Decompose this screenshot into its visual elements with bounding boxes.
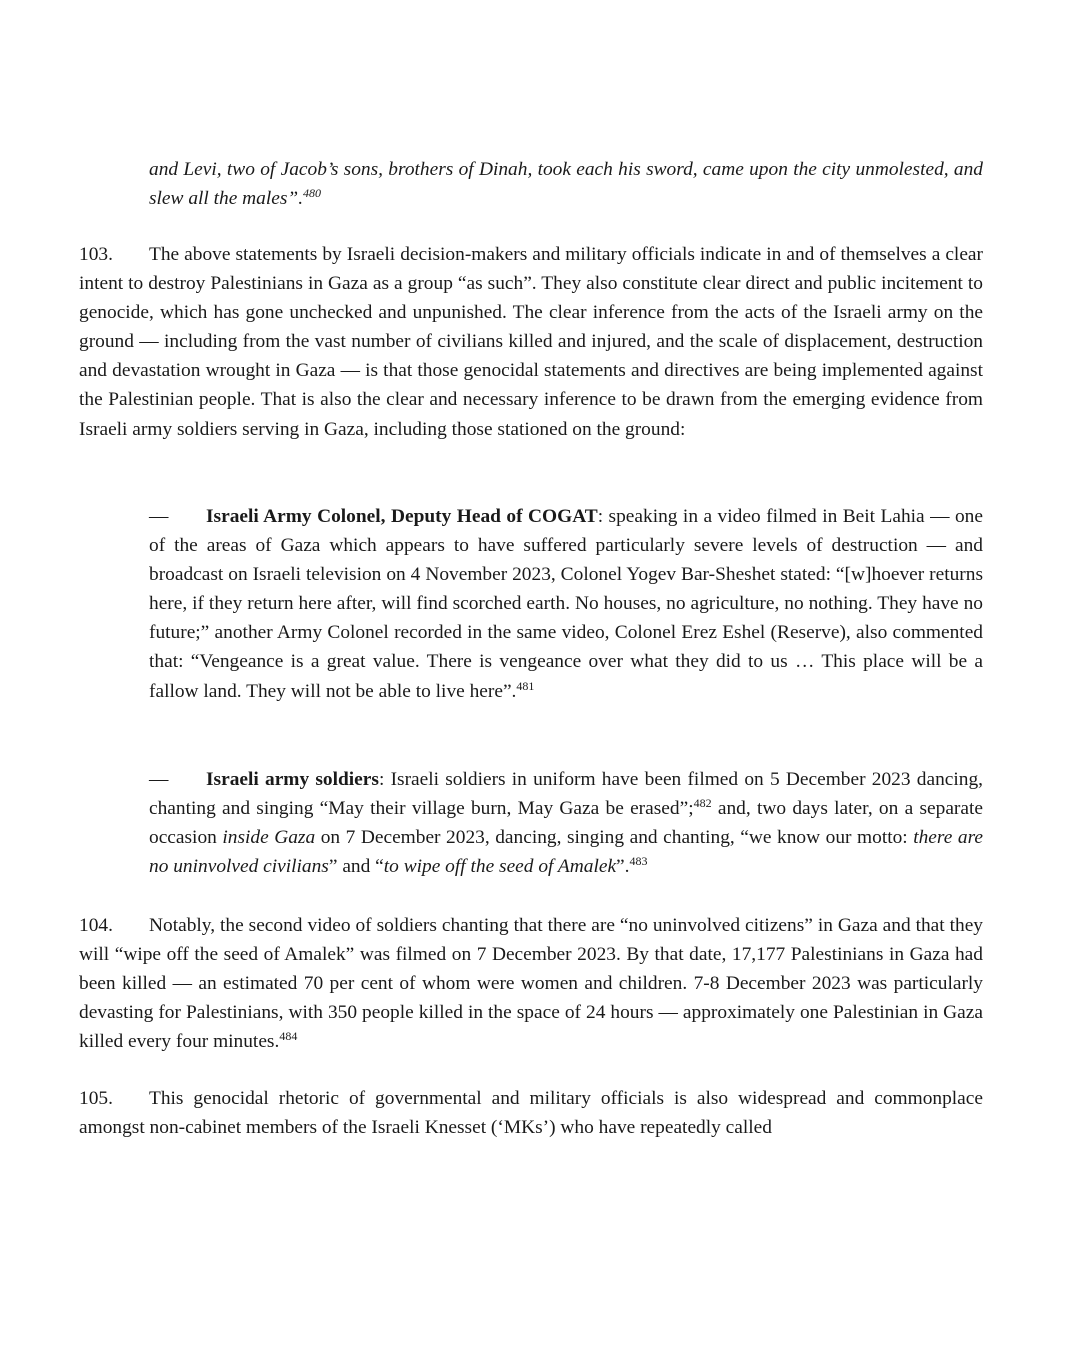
bullet-army-soldiers <box>149 765 983 881</box>
bullet-heading: Israeli Army Colonel, Deputy Head of COGAT <box>206 506 598 527</box>
paragraph-105 <box>79 1084 983 1142</box>
footnote-ref-484: 484 <box>279 1029 298 1044</box>
paragraph-number: 103. <box>79 244 113 265</box>
paragraph-103 <box>79 240 983 444</box>
italic-phrase: to wipe off the seed of Amalek <box>383 856 617 878</box>
footnote-ref-482: 482 <box>693 796 712 811</box>
bullet-dash: — <box>149 506 169 527</box>
paragraph-number: 105. <box>79 1088 113 1109</box>
bullet-text: on 7 December 2023, dancing, singing and chanting, “we know our motto: <box>315 827 914 849</box>
paragraph-text: This genocidal rhetoric of governmental and military officials is also widespread and commonplace amongst non-cabinet members of the Israeli Knesset (‘MKs’) who have repeatedly called <box>79 1088 983 1139</box>
bullet-text: : Israeli soldiers in uniform have been filmed on 5 December 2023 dancing, chanting and singing “May their village burn, May Gaza be erased”; <box>149 769 983 820</box>
footnote-ref-480: 480 <box>303 186 322 201</box>
paragraph-number: 104. <box>79 915 113 936</box>
italic-phrase: there are no uninvolved civilians <box>149 827 984 878</box>
bullet-dash: — <box>149 769 169 790</box>
bullet-text: : speaking in a video filmed in Beit Lahia — one of the areas of Gaza which appears to have suffered particularly severe levels of destruction — and broadcast on Israeli television on 4 November 2023, Colonel Yogev Bar-Sheshet stated: “[w]hoever returns here, if they return here after, will find scorched earth. No houses, no agriculture, no nothing. They have no future;” another Army Colonel recorded in the same video, Colonel Erez Eshel (Reserve), also commented that: “Vengeance is a great value. There is vengeance over what they did to us … This place will be a fallow land. They will not be able to live here”. <box>149 506 983 702</box>
bullet-text: ” and “ <box>328 856 384 878</box>
bullet-heading: Israeli army soldiers <box>206 769 379 790</box>
paragraph-text: The above statements by Israeli decision-makers and military officials indicate in and of themselves a clear intent to destroy Palestinians in Gaza as a group “as such”. They also constitute clear direct and public incitement to genocide, which has gone unchecked and unpunished. The clear inference from the acts of the Israeli army on the ground — including from the vast number of civilians killed and injured, and the scale of displacement, destruction and devastation wrought in Gaza — is that those genocidal statements and directives are being implemented against the Palestinian people. That is also the clear and necessary inference to be drawn from the emerging evidence from Israeli army soldiers serving in Gaza, including those stationed on the ground: <box>79 244 983 440</box>
footnote-ref-483: 483 <box>629 854 648 869</box>
bullet-cogat-colonel <box>149 502 983 706</box>
quote-text: and Levi, two of Jacob’s sons, brothers of Dinah, took each his sword, came upon the city unmolested, and slew all the males”. <box>149 159 983 210</box>
bullet-text: ”. <box>616 856 630 878</box>
italic-phrase: inside Gaza <box>222 827 316 849</box>
paragraph-text: Notably, the second video of soldiers chanting that there are “no uninvolved citizens” in Gaza and that they will “wipe off the seed of Amalek” was filmed on 7 December 2023. By that date, 17,177 Palestinians in Gaza had been killed — an estimated 70 per cent of whom were women and children. 7-8 December 2023 was particularly devasting for Palestinians, with 350 people killed in the space of 24 hours — approximately one Palestinian in Gaza killed every four minutes. <box>79 915 983 1053</box>
bullet-text: and, two days later, on a separate occasion <box>149 798 983 849</box>
paragraph-104 <box>79 911 983 1056</box>
footnote-ref-481: 481 <box>516 678 535 693</box>
quote-continuation <box>149 155 983 213</box>
